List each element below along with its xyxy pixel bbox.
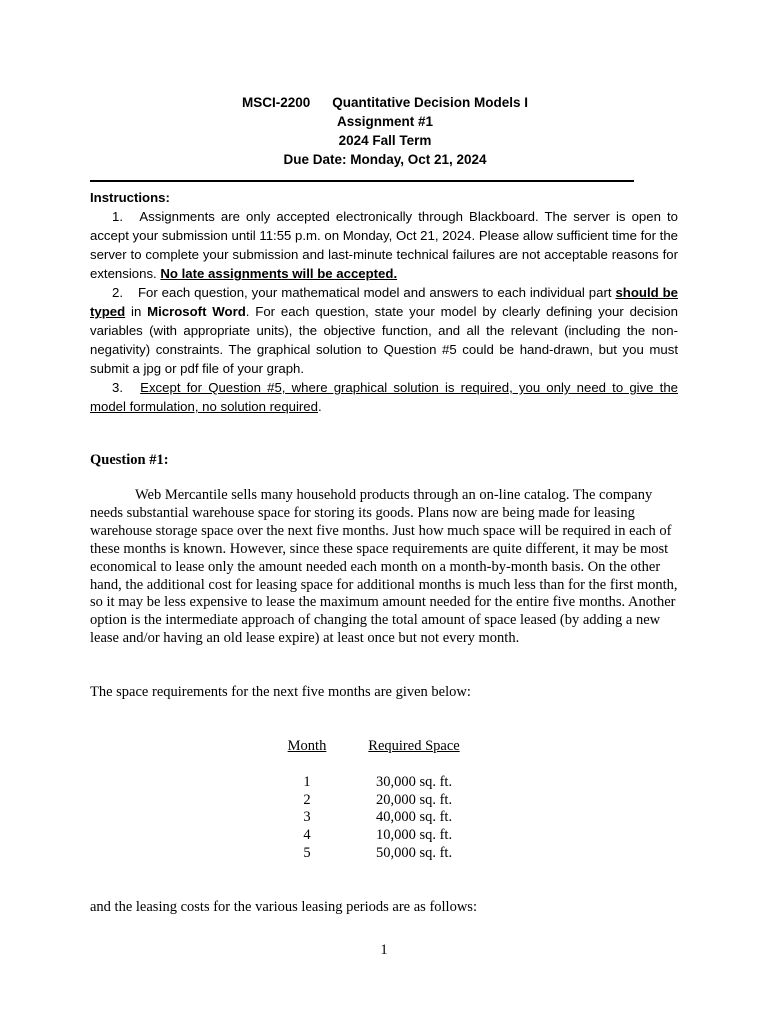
instruction-number: 3. bbox=[112, 380, 123, 395]
question-1-text: Web Mercantile sells many household products through an on-line catalog. The company needs substantial warehouse space for storing its goods. Plans now are being made for leasing warehouse storage space over the next five months. Just how much space will be required in each of these months is known. However, since these space requirements are quite different, it may be most economical to lease only the amount needed each month on a month-by-month basis. On the other hand, the additional cost for leasing space for additional months is much less than for the first month, so it may be less expensive to lease the maximum amount needed for the entire five months. Another option is the intermediate approach of changing the total amount of space leased (by adding a new lease and/or having an old lease expire) at least once but not every month. bbox=[90, 487, 678, 647]
table-header-space: Required Space bbox=[368, 738, 460, 754]
space-requirements-intro: The space requirements for the next five months are given below: bbox=[90, 684, 471, 700]
leasing-costs-intro: and the leasing costs for the various leasing periods are as follows: bbox=[90, 899, 477, 915]
instruction-item-3 bbox=[90, 378, 678, 416]
course-code: MSCI-2200 bbox=[241, 95, 311, 110]
late-policy-emphasis: No late assignments will be accepted. bbox=[160, 266, 398, 281]
instruction-text: . For each question, state your model by clearly defining your decision variables (with appropriate units), the objective function, and all the relevant (including the non-negativity) constraints. The graphical solution to Question #5 could be hand-drawn, but you must submit a jpg or pdf file of your graph. bbox=[90, 304, 678, 376]
instruction-item-2 bbox=[90, 283, 678, 378]
table-cell-month: 1 bbox=[303, 774, 311, 790]
table-cell-month: 5 bbox=[303, 845, 311, 861]
typed-emphasis: should be typed bbox=[90, 285, 678, 319]
instruction-text: For each question, your mathematical model and answers to each individual part bbox=[137, 285, 612, 300]
table-cell-month: 3 bbox=[303, 809, 311, 825]
instruction-text: Assignments are only accepted electronically through Blackboard. The server is open to accept your submission until 11:55 p.m. on Monday, Oct 21, 2024. Please allow sufficient time for the server to complete your submission and last-minute technical failures are not acceptable reasons for extensions. bbox=[90, 209, 679, 281]
assignment-title: Assignment #1 bbox=[336, 114, 434, 129]
due-date: Due Date: Monday, Oct 21, 2024 bbox=[283, 152, 487, 167]
question-1-title: Question #1: bbox=[90, 452, 169, 468]
instruction-text: in bbox=[131, 304, 142, 319]
instruction-number: 2. bbox=[112, 285, 123, 300]
header-divider bbox=[90, 180, 634, 182]
instruction-text: Except for Question #5, where graphical solution is required, you only need to give the model formulation, no solution required bbox=[90, 380, 679, 414]
instructions-heading: Instructions: bbox=[90, 190, 170, 205]
instruction-number: 1. bbox=[112, 209, 123, 224]
term: 2024 Fall Term bbox=[338, 133, 432, 148]
table-cell-space: 30,000 sq. ft. bbox=[375, 774, 453, 790]
page-number: 1 bbox=[380, 942, 388, 958]
table-cell-space: 20,000 sq. ft. bbox=[375, 792, 453, 808]
document-header bbox=[90, 93, 680, 169]
instruction-end: . bbox=[317, 399, 322, 414]
instruction-item-1 bbox=[90, 207, 678, 283]
instructions-section bbox=[90, 188, 678, 416]
question-1-body bbox=[90, 487, 680, 648]
table-cell-space: 50,000 sq. ft. bbox=[375, 845, 453, 861]
word-emphasis: Microsoft Word bbox=[147, 304, 246, 319]
table-cell-month: 4 bbox=[303, 827, 311, 843]
table-cell-space: 10,000 sq. ft. bbox=[375, 827, 453, 843]
table-cell-space: 40,000 sq. ft. bbox=[375, 809, 453, 825]
course-name: Quantitative Decision Models I bbox=[332, 95, 529, 110]
table-cell-month: 2 bbox=[303, 792, 311, 808]
table-header-month: Month bbox=[287, 738, 327, 754]
